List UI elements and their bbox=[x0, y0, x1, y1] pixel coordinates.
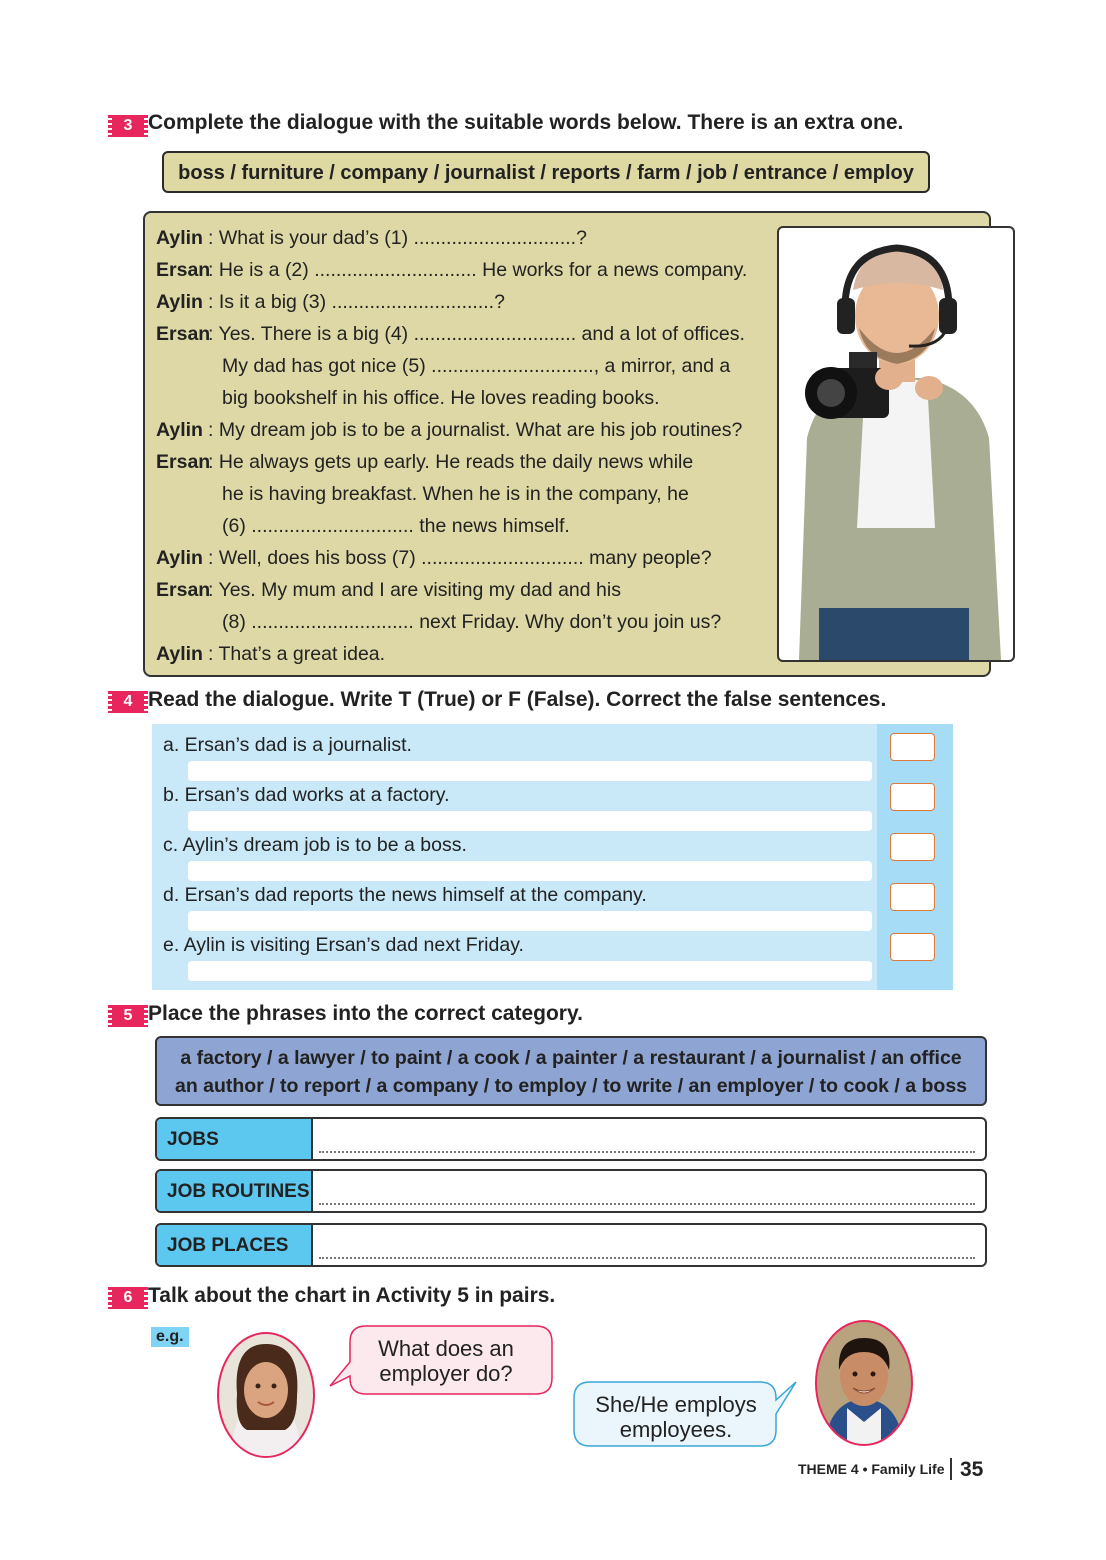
dialogue-line bbox=[222, 387, 660, 410]
line-text: My dad has got nice (5) .............................., a mirror, and a bbox=[222, 355, 731, 377]
activity-3-word-bank: boss / furniture / company / journalist / reports / farm / job / entrance / employ bbox=[162, 151, 930, 193]
statement-text: a. Ersan’s dad is a journalist. bbox=[163, 734, 412, 756]
speaker-name: Aylin bbox=[156, 419, 203, 441]
true-false-answer-box[interactable] bbox=[890, 833, 935, 861]
statement-text: e. Aylin is visiting Ersan’s dad next Friday. bbox=[163, 934, 524, 956]
statement-text: b. Ersan’s dad works at a factory. bbox=[163, 784, 450, 806]
dialogue-line bbox=[156, 259, 747, 282]
answer-line-2: employees. bbox=[619, 1417, 733, 1442]
true-false-answer-box[interactable] bbox=[890, 783, 935, 811]
speaker-name: Aylin bbox=[156, 547, 203, 569]
line-text: : Well, does his boss (7) .............................. many people? bbox=[208, 547, 712, 569]
answer-line-1: She/He employs bbox=[595, 1392, 757, 1417]
footer-theme: THEME 4 • Family Life bbox=[798, 1461, 945, 1477]
true-false-answer-box[interactable] bbox=[890, 733, 935, 761]
dialogue-line bbox=[156, 291, 505, 314]
cameraman-illustration bbox=[779, 228, 1013, 660]
speaker-name: Ersan bbox=[156, 451, 211, 473]
activity-6-instruction: Talk about the chart in Activity 5 in pairs. bbox=[148, 1284, 556, 1307]
line-text: : That’s a great idea. bbox=[208, 643, 386, 665]
dialogue-line bbox=[156, 643, 385, 666]
question-line-2: employer do? bbox=[379, 1361, 513, 1386]
correction-line[interactable] bbox=[188, 961, 872, 981]
activity-6-number-badge: 6 bbox=[112, 1287, 144, 1309]
statement-text: d. Ersan’s dad reports the news himself at the company. bbox=[163, 884, 647, 906]
dialogue-line bbox=[156, 579, 621, 602]
activity-5-number-badge: 5 bbox=[112, 1005, 144, 1027]
correction-line[interactable] bbox=[188, 811, 872, 831]
true-false-answer-box[interactable] bbox=[890, 933, 935, 961]
dialogue-line bbox=[222, 611, 721, 634]
dialogue-line bbox=[156, 547, 712, 570]
dialogue-line bbox=[222, 515, 570, 538]
line-text: : He is a (2) .............................. He works for a news company. bbox=[208, 259, 748, 281]
dialogue-line bbox=[156, 451, 693, 474]
footer-separator bbox=[950, 1458, 952, 1480]
activity-4-instruction: Read the dialogue. Write T (True) or F (False). Correct the false sentences. bbox=[148, 688, 887, 711]
category-label: JOB PLACES bbox=[157, 1225, 313, 1265]
line-text: : What is your dad’s (1) ..............................? bbox=[208, 227, 587, 249]
activity-4-number-badge: 4 bbox=[112, 691, 144, 713]
line-text: : Yes. There is a big (4) .............................. and a lot of offices. bbox=[208, 323, 745, 345]
correction-line[interactable] bbox=[188, 861, 872, 881]
line-text: : Yes. My mum and I are visiting my dad and his bbox=[208, 579, 621, 601]
speaker-name: Ersan bbox=[156, 579, 211, 601]
true-false-answer-box[interactable] bbox=[890, 883, 935, 911]
boy-portrait bbox=[817, 1322, 911, 1444]
activity-5-instruction: Place the phrases into the correct category. bbox=[148, 1002, 583, 1025]
correction-line[interactable] bbox=[188, 761, 872, 781]
phrase-bank-line-1: a factory / a lawyer / to paint / a cook / a painter / a restaurant / a journalist / an office bbox=[180, 1047, 962, 1069]
boy-avatar bbox=[815, 1320, 913, 1446]
category-row-jobs bbox=[155, 1117, 987, 1161]
line-text: (6) .............................. the news himself. bbox=[222, 515, 570, 537]
answer-dotted-line[interactable] bbox=[319, 1151, 975, 1153]
category-label: JOB ROUTINES bbox=[157, 1171, 313, 1211]
speaker-name: Aylin bbox=[156, 227, 203, 249]
dialogue-line bbox=[156, 323, 745, 346]
category-row-job-routines bbox=[155, 1169, 987, 1213]
line-text: (8) .............................. next Friday. Why don’t you join us? bbox=[222, 611, 722, 633]
statement-text: c. Aylin’s dream job is to be a boss. bbox=[163, 834, 467, 856]
correction-line[interactable] bbox=[188, 911, 872, 931]
line-text: : Is it a big (3) ..............................? bbox=[208, 291, 505, 313]
category-label: JOBS bbox=[157, 1119, 313, 1159]
speaker-name: Ersan bbox=[156, 259, 211, 281]
journalist-photo bbox=[777, 226, 1015, 662]
dialogue-line bbox=[156, 227, 587, 250]
dialogue-line bbox=[156, 419, 742, 442]
example-label: e.g. bbox=[151, 1327, 189, 1347]
girl-avatar bbox=[217, 1332, 315, 1458]
line-text: : He always gets up early. He reads the daily news while bbox=[208, 451, 694, 473]
girl-portrait bbox=[219, 1334, 313, 1456]
speaker-name: Aylin bbox=[156, 291, 203, 313]
dialogue-line bbox=[222, 355, 730, 378]
category-row-job-places bbox=[155, 1223, 987, 1267]
phrase-bank bbox=[155, 1036, 987, 1106]
page-number: 35 bbox=[960, 1458, 984, 1481]
answer-dotted-line[interactable] bbox=[319, 1203, 975, 1205]
speaker-name: Aylin bbox=[156, 643, 203, 665]
speech-bubble-answer-text bbox=[580, 1392, 772, 1442]
speaker-name: Ersan bbox=[156, 323, 211, 345]
answer-dotted-line[interactable] bbox=[319, 1257, 975, 1259]
phrase-bank-line-2: an author / to report / a company / to employ / to write / an employer / to cook / a boss bbox=[174, 1075, 968, 1097]
line-text: big bookshelf in his office. He loves reading books. bbox=[222, 387, 660, 409]
question-line-1: What does an bbox=[378, 1336, 514, 1361]
activity-3-number-badge: 3 bbox=[112, 115, 144, 137]
speech-bubble-question-text bbox=[352, 1336, 540, 1386]
line-text: : My dream job is to be a journalist. What are his job routines? bbox=[208, 419, 743, 441]
dialogue-line bbox=[222, 483, 689, 506]
activity-3-instruction: Complete the dialogue with the suitable words below. There is an extra one. bbox=[148, 111, 904, 134]
line-text: he is having breakfast. When he is in the company, he bbox=[222, 483, 689, 505]
